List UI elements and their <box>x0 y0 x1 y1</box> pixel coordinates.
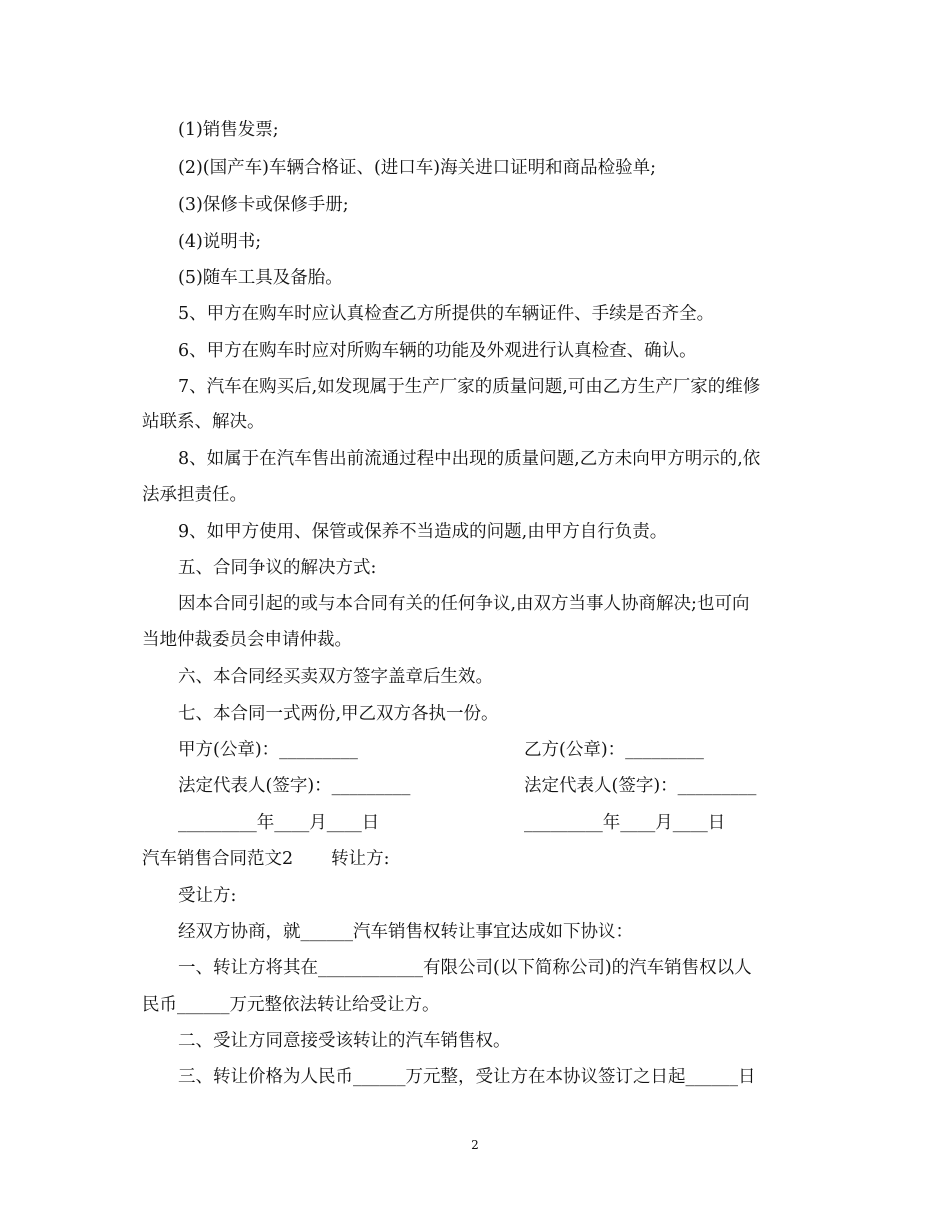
contract-2-clause-3: 三、转让价格为人民币______万元整，受让方在本协议签订之日起______日 <box>178 1067 756 1087</box>
transferee-label: 受让方: <box>178 886 237 906</box>
clause-8-line-1: 8、如属于在汽车售出前流通过程中出现的质量问题,乙方未向甲方明示的,依 <box>178 449 761 469</box>
party-b-date: _________年____月____日 <box>524 813 726 833</box>
contract-2-clause-1-line-2: 民币______万元整依法转让给受让方。 <box>142 995 440 1015</box>
clause-6: 6、甲方在购车时应对所购车辆的功能及外观进行认真检查、确认。 <box>178 341 697 361</box>
list-item: (5)随车工具及备胎。 <box>178 268 343 288</box>
clause-5: 5、甲方在购车时应认真检查乙方所提供的车辆证件、手续是否齐全。 <box>178 304 715 324</box>
list-item: (3)保修卡或保修手册; <box>178 195 349 215</box>
list-item: (1)销售发票; <box>178 120 279 140</box>
clause-7-line-1: 7、汽车在购买后,如发现属于生产厂家的质量问题,可由乙方生产厂家的维修 <box>178 377 761 397</box>
clause-7-line-2: 站联系、解决。 <box>142 412 265 432</box>
contract-2-heading <box>142 847 390 871</box>
section-7: 七、本合同一式两份,甲乙双方各执一份。 <box>178 704 499 724</box>
contract-2-title: 汽车销售合同范文2 <box>142 849 294 869</box>
party-a-date: _________年____月____日 <box>178 813 380 833</box>
page-number: 2 <box>471 1138 479 1152</box>
party-b-representative: 法定代表人(签字)：_________ <box>524 776 757 796</box>
section-5-heading: 五、合同争议的解决方式: <box>178 558 377 578</box>
contract-2-clause-2: 二、受让方同意接受该转让的汽车销售权。 <box>178 1031 511 1051</box>
contract-2-clause-1-line-1: 一、转让方将其在____________有限公司(以下简称公司)的汽车销售权以人 <box>178 958 752 978</box>
section-6: 六、本合同经买卖双方签字盖章后生效。 <box>178 667 493 687</box>
party-b-seal: 乙方(公章)：_________ <box>524 740 704 760</box>
section-5-line-1: 因本合同引起的或与本合同有关的任何争议,由双方当事人协商解决;也可向 <box>178 594 750 614</box>
clause-9: 9、如甲方使用、保管或保养不当造成的问题,由甲方自行负责。 <box>178 522 668 542</box>
section-5-line-2: 当地仲裁委员会申请仲裁。 <box>142 630 352 650</box>
transferor-label: 转让方: <box>331 849 390 869</box>
clause-8-line-2: 法承担责任。 <box>142 485 247 505</box>
contract-2-intro: 经双方协商，就______汽车销售权转让事宜达成如下协议： <box>178 922 633 942</box>
list-item: (2)(国产车)车辆合格证、(进口车)海关进口证明和商品检验单; <box>178 158 656 178</box>
list-item: (4)说明书; <box>178 232 262 252</box>
party-a-representative: 法定代表人(签字)：_________ <box>178 776 411 796</box>
party-a-seal: 甲方(公章)：_________ <box>178 740 358 760</box>
